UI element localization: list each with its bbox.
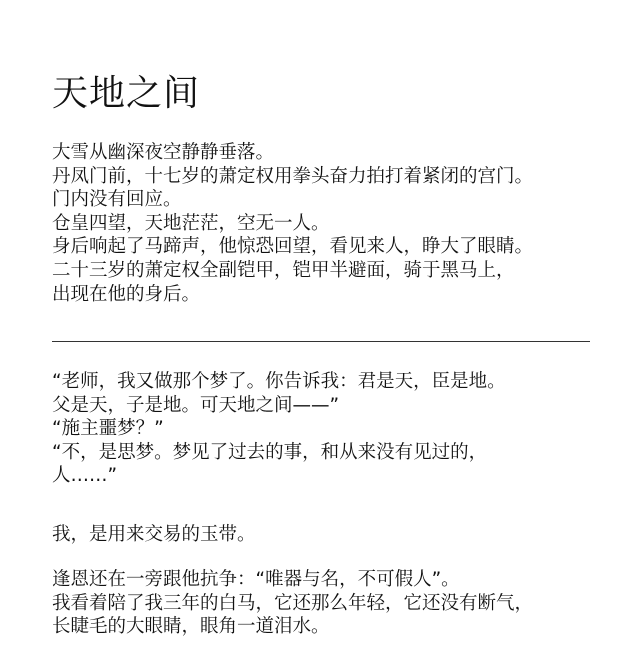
text-line: 出现在他的身后。 xyxy=(52,283,201,305)
jade-belt-paragraph xyxy=(52,523,612,547)
page-title: 天地之间 xyxy=(52,73,201,115)
text-line: 我，是用来交易的玉带。 xyxy=(52,524,256,545)
text-line: 父是天，子是地。可天地之间——” xyxy=(52,394,340,416)
text-line: 大雪从幽深夜空静静垂落。 xyxy=(52,142,275,163)
text-line: 仓皇四望，天地茫茫，空无一人。 xyxy=(52,212,330,234)
text-line: 丹凤门前，十七岁的萧定权用拳头奋力拍打着紧闭的宫门。 xyxy=(52,165,534,187)
intro-paragraph xyxy=(52,141,612,306)
text-line: 二十三岁的萧定权全副铠甲，铠甲半避面，骑于黑马上， xyxy=(52,259,515,281)
ending-paragraph xyxy=(52,568,612,639)
text-line: “老师，我又做那个梦了。你告诉我：君是天，臣是地。 xyxy=(52,371,506,392)
text-line: “不，是思梦。梦见了过去的事，和从来没有见过的， xyxy=(52,441,488,463)
text-line: 逢恩还在一旁跟他抗争：“唯器与名，不可假人”。 xyxy=(52,569,460,590)
text-line: 长睫毛的大眼睛，眼角一道泪水。 xyxy=(52,616,330,638)
text-line: 人……” xyxy=(52,465,118,487)
text-line: 我看着陪了我三年的白马，它还那么年轻，它还没有断气， xyxy=(52,592,534,614)
text-line: “施主噩梦？” xyxy=(52,418,164,440)
text-line: 身后响起了马蹄声，他惊恐回望，看见来人，睁大了眼睛。 xyxy=(52,236,534,258)
section-divider xyxy=(52,341,590,342)
text-line: 门内没有回应。 xyxy=(52,189,182,211)
dialogue-paragraph xyxy=(52,370,612,488)
